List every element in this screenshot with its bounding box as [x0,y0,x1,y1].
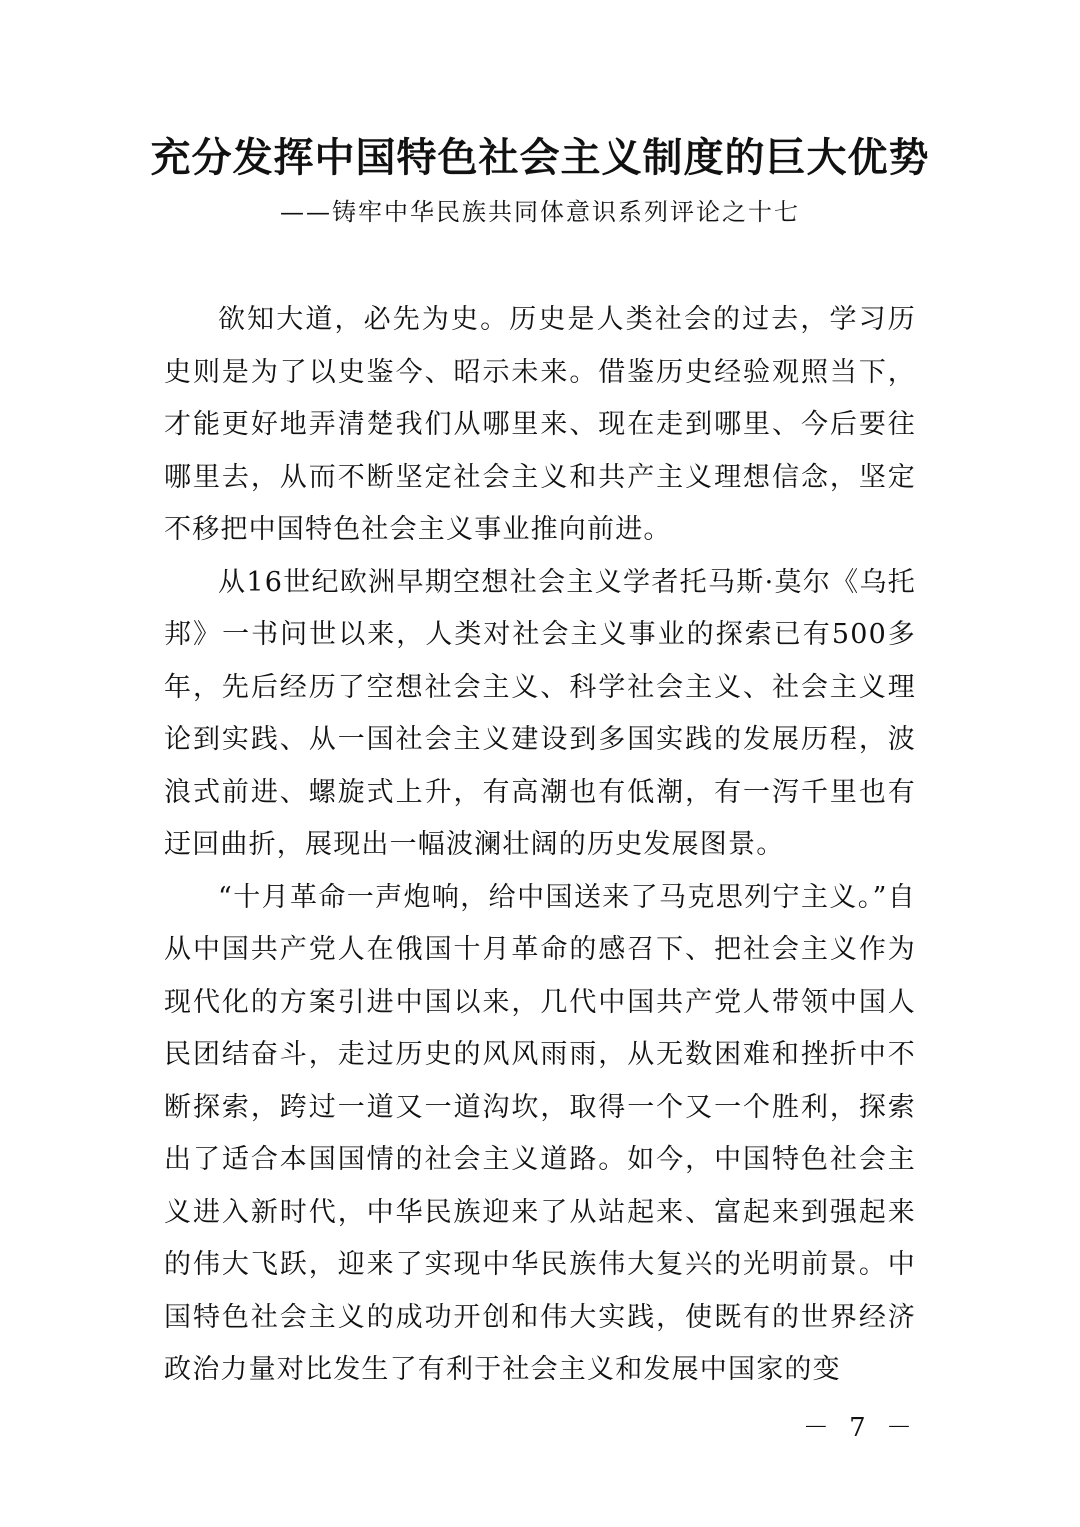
page-number: － 7 － [802,1413,918,1443]
article-body [164,294,916,1397]
paragraph-1: 欲知大道，必先为史。历史是人类社会的过去，学习历史则是为了以史鉴今、昭示未来。借鉴历史经验观照当下，才能更好地弄清楚我们从哪里来、现在走到哪里、今后要往哪里去，从而不断坚定社会主义和共产主义理想信念，坚定不移把中国特色社会主义事业推向前进。 [164,304,916,545]
article-subtitle: ——铸牢中华民族共同体意识系列评论之十七 [280,198,800,226]
paragraph-3: “十月革命一声炮响，给中国送来了马克思列宁主义。”自从中国共产党人在俄国十月革命的感召下、把社会主义作为现代化的方案引进中国以来，几代中国共产党人带领中国人民团结奋斗，走过历史的风风雨雨，从无数困难和挫折中不断探索，跨过一道又一道沟坎，取得一个又一个胜利，探索出了适合本国国情的社会主义道路。如今，中国特色社会主义进入新时代，中华民族迎来了从站起来、富起来到强起来的伟大飞跃，迎来了实现中华民族伟大复兴的光明前景。中国特色社会主义的成功开创和伟大实践，使既有的世界经济政治力量对比发生了有利于社会主义和发展中国家的变 [164,881,916,1385]
paragraph-2: 从16世纪欧洲早期空想社会主义学者托马斯·莫尔《乌托邦》一书问世以来，人类对社会主义事业的探索已有500多年，先后经历了空想社会主义、科学社会主义、社会主义理论到实践、从一国社会主义建设到多国实践的发展历程，波浪式前进、螺旋式上升，有高潮也有低潮，有一泻千里也有迂回曲折，展现出一幅波澜壮阔的历史发展图景。 [164,566,916,860]
article-title: 充分发挥中国特色社会主义制度的巨大优势 [150,134,930,181]
